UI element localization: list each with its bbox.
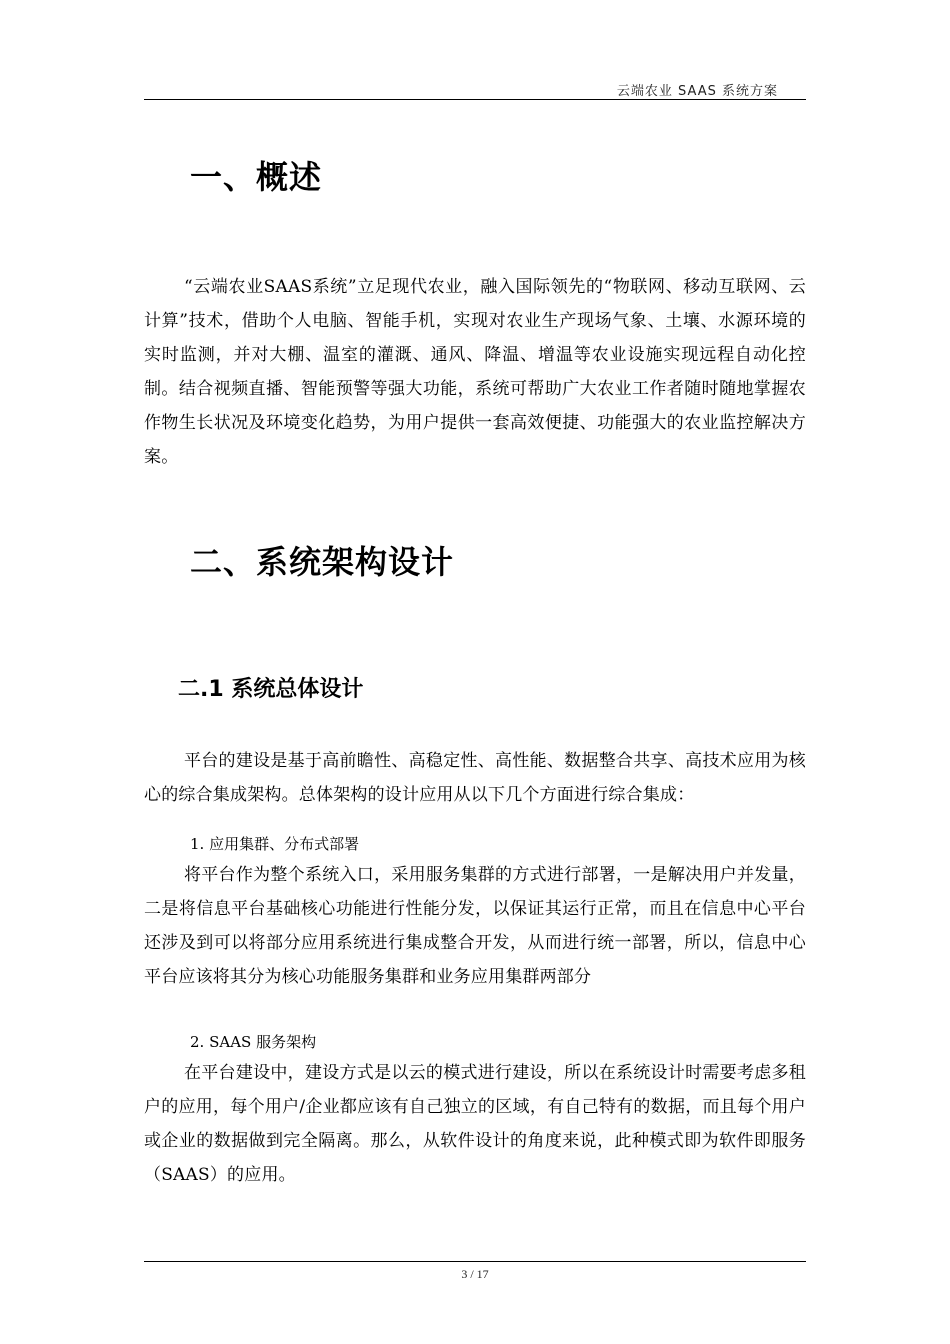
item-1-text: 将平台作为整个系统入口，采用服务集群的方式进行部署，一是解决用户并发量，二是将信息平台基础核心功能进行性能分发，以保证其运行正常，而且在信息中心平台还涉及到可以将部分应用系统进行集成整合开发，从而进行统一部署，所以，信息中心平台应该将其分为核心功能服务集群和业务应用集群两部分 <box>144 865 806 987</box>
item-2-label: 2. SAAS 服务架构 <box>190 1033 317 1051</box>
header-title: 云端农业 SAAS 系统方案 <box>616 84 778 99</box>
item-1-label: 1. 应用集群、分布式部署 <box>190 835 360 853</box>
header-divider <box>144 99 806 100</box>
section-2-1-intro: 平台的建设是基于高前瞻性、高稳定性、高性能、数据整合共享、高技术应用为核心的综合集成架构。总体架构的设计应用从以下几个方面进行综合集成： <box>144 751 806 805</box>
footer-divider <box>144 1261 806 1262</box>
page-number: 3 / 17 <box>461 1267 489 1281</box>
section-2-heading: 二、系统架构设计 <box>190 543 455 581</box>
item-2-text: 在平台建设中，建设方式是以云的模式进行建设，所以在系统设计时需要考虑多租户的应用，每个用户/企业都应该有自己独立的区域，有自己特有的数据，而且每个用户或企业的数据做到完全隔离。那么，从软件设计的角度来说，此种模式即为软件即服务（SAAS）的应用。 <box>144 1063 806 1185</box>
section-2-1-heading: 二.1 系统总体设计 <box>178 677 364 702</box>
section-1-heading: 一、概述 <box>190 158 323 196</box>
section-1-paragraph: “云端农业SAAS系统”立足现代农业，融入国际领先的“物联网、移动互联网、云计算”技术，借助个人电脑、智能手机，实现对农业生产现场气象、土壤、水源环境的实时监测，并对大棚、温室的灌溉、通风、降温、增温等农业设施实现远程自动化控制。结合视频直播、智能预警等强大功能，系统可帮助广大农业工作者随时随地掌握农作物生长状况及环境变化趋势，为用户提供一套高效便捷、功能强大的农业监控解决方案。 <box>144 277 806 467</box>
